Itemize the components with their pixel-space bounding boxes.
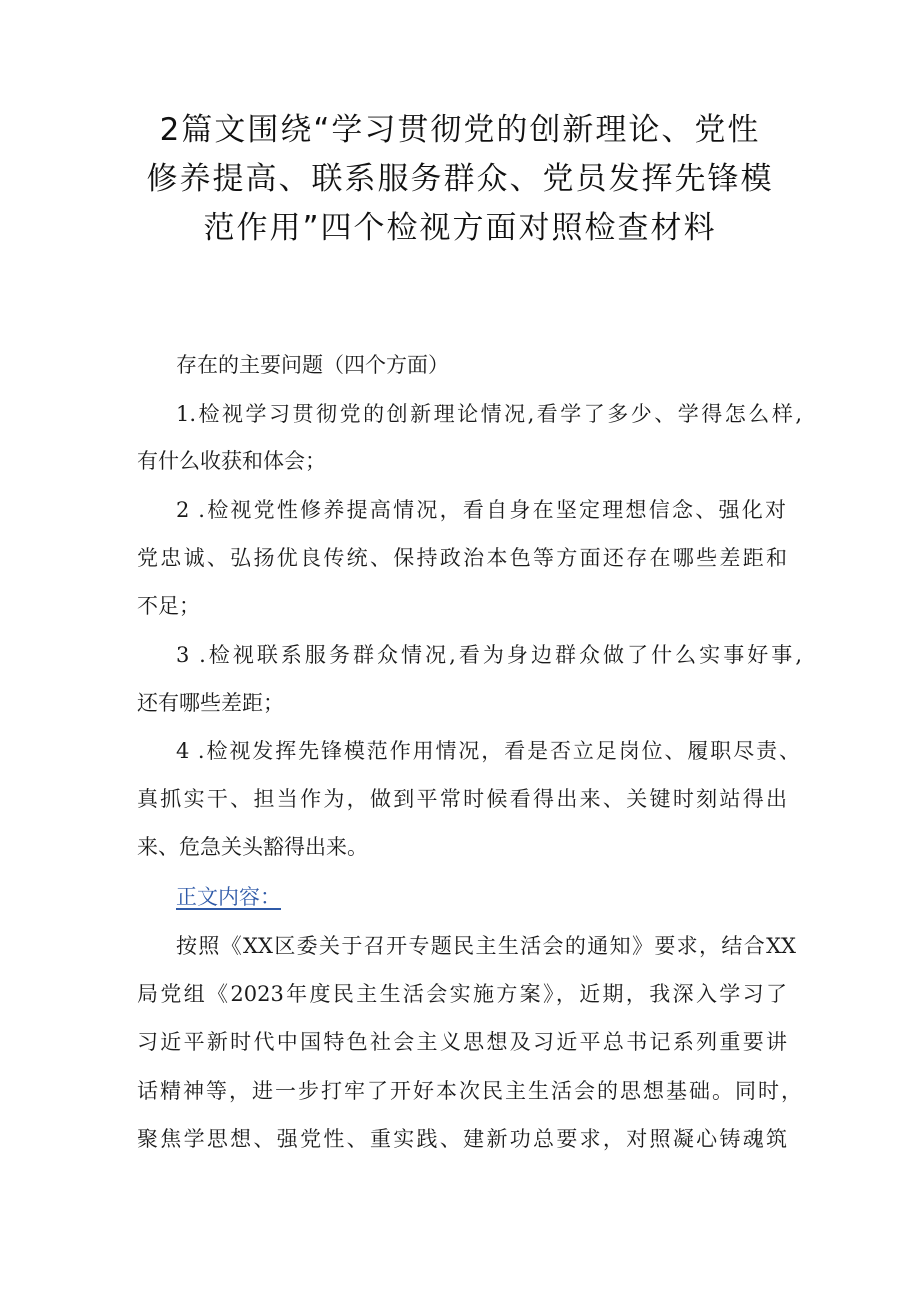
body-line: 局党组《2023年度民主生活会实施方案》，近期，我深入学习了 [137, 982, 787, 1006]
item-4-line: 真抓实干、担当作为，做到平常时候看得出来、关键时刻站得出 [137, 787, 787, 811]
item-4-line: 4 .检视发挥先锋模范作用情况，看是否立足岗位、履职尽责、 [176, 739, 800, 763]
item-3-line: 3 .检视联系服务群众情况,看为身边群众做了什么实事好事, [176, 643, 802, 667]
item-1-line: 有什么收获和体会； [137, 449, 326, 473]
item-2-line: 2 .检视党性修养提高情况，看自身在坚定理想信念、强化对 [176, 498, 786, 522]
body-line: 按照《XX区委关于召开专题民主生活会的通知》要求，结合XX [176, 934, 796, 958]
item-4-line: 来、危急关头豁得出来。 [137, 835, 368, 859]
item-2-line: 不足； [137, 594, 200, 618]
item-3-line: 还有哪些差距； [137, 691, 284, 715]
body-content-link[interactable]: 正文内容： [176, 885, 281, 909]
body-line: 话精神等，进一步打牢了开好本次民主生活会的思想基础。同时， [137, 1079, 802, 1103]
item-2-line: 党忠诚、弘扬优良传统、保持政治本色等方面还存在哪些差距和 [137, 546, 787, 570]
title-line: 2篇文围绕“学习贯彻党的创新理论、党性 [159, 112, 761, 148]
body-line: 聚焦学思想、强党性、重实践、建新功总要求，对照凝心铸魂筑 [137, 1127, 787, 1151]
title-line: 修养提高、联系服务群众、党员发挥先锋模 [146, 161, 774, 197]
section-heading: 存在的主要问题（四个方面） [176, 353, 449, 377]
document-title [120, 106, 800, 253]
item-1-line: 1.检视学习贯彻党的创新理论情况,看学了多少、学得怎么样, [176, 402, 802, 426]
body-line: 习近平新时代中国特色社会主义思想及习近平总书记系列重要讲 [137, 1030, 787, 1054]
title-line: 范作用”四个检视方面对照检查材料 [203, 210, 717, 246]
